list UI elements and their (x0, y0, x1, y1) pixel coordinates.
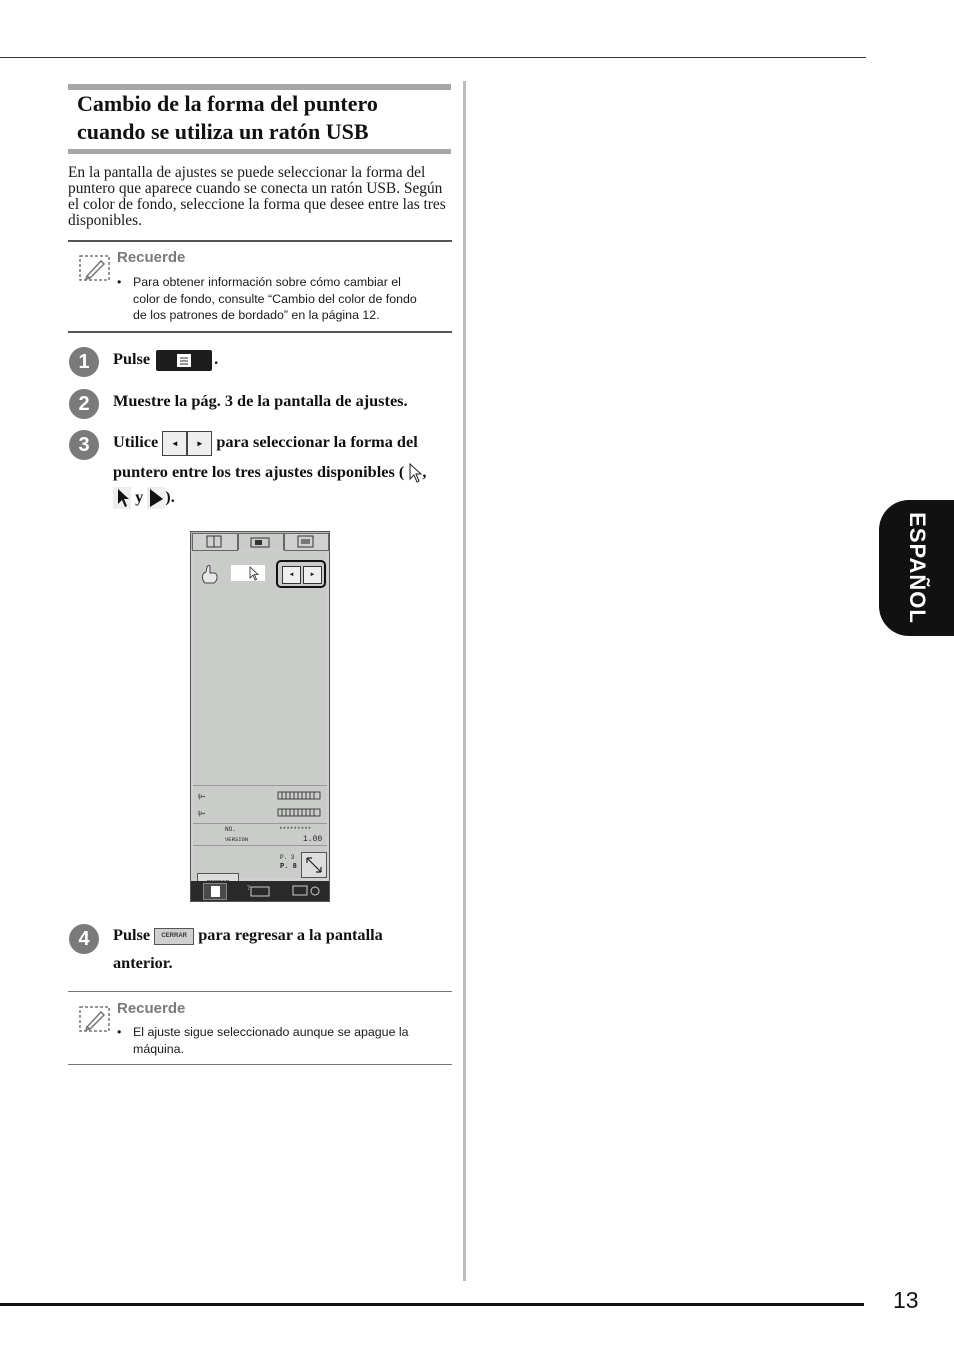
bullet: • (117, 1025, 122, 1039)
white-pointer-icon (231, 565, 265, 581)
note2-line2: máquina. (133, 1041, 184, 1056)
page-indicator-value: P. 8 (280, 863, 297, 871)
memo-pencil-icon (79, 1006, 110, 1032)
step4-post: para regresar a la pantalla (198, 925, 383, 944)
note1-line2: color de fondo, consulte “Cambio del color de fondo (133, 291, 417, 306)
left-arrow-button[interactable]: ◄ (162, 431, 187, 456)
svg-text:ψ↦: ψ↦ (198, 793, 206, 800)
tools-icon (289, 883, 325, 898)
settings-page-icon (204, 884, 226, 899)
step3-line2-text: puntero entre los tres ajustes disponibles ( (113, 462, 405, 481)
screen-footer-bar (191, 881, 329, 901)
screen-tab-1[interactable] (192, 533, 238, 551)
note2-top-rule (68, 991, 452, 992)
page-indicator-label: P. 3 (280, 854, 295, 861)
settings-screen (190, 531, 330, 902)
pointer-preview-field (231, 565, 265, 581)
step4-line1 (113, 925, 383, 945)
screen-tab-3[interactable] (284, 533, 329, 551)
svg-text:?: ? (247, 884, 251, 892)
step1-text (113, 349, 218, 371)
settings-key-button[interactable] (156, 350, 212, 371)
book-icon (193, 534, 237, 550)
black-large-pointer-icon (147, 487, 165, 509)
note1-line1: Para obtener información sobre cómo cambiar el (133, 275, 401, 289)
settings-page-icon (156, 350, 212, 371)
section-title (77, 90, 447, 146)
step4-line2: anterior. (113, 953, 173, 972)
footer-help-button[interactable] (245, 883, 275, 898)
step2-number: 2 (69, 389, 99, 419)
screen-divider (193, 785, 327, 786)
step1-post: . (214, 349, 219, 368)
note2-line1: El ajuste sigue seleccionado aunque se apague la (133, 1025, 409, 1039)
note1-top-rule (68, 240, 452, 242)
step2-text: Muestre la pág. 3 de la pantalla de ajustes. (113, 391, 408, 410)
screen-left-arrow-button[interactable]: ◄ (282, 566, 301, 584)
note2-title: Recuerde (117, 1000, 186, 1017)
note1-bottom-rule (68, 331, 452, 333)
step1-pre: Pulse (113, 349, 151, 368)
screen-divider-3 (193, 845, 327, 846)
top-rule (0, 57, 866, 58)
language-tab (879, 500, 954, 636)
screen-right-arrow-button[interactable]: ► (303, 566, 322, 584)
step3-y: y (135, 487, 144, 506)
step3-close: ). (165, 487, 175, 506)
screen-tab-2[interactable] (238, 533, 284, 550)
screen-body (193, 551, 327, 878)
footer-settings-button[interactable] (203, 883, 227, 900)
column-divider (463, 81, 466, 1281)
step3-number: 3 (69, 430, 99, 460)
screen-resize-button[interactable] (301, 852, 327, 878)
note2-body (117, 1024, 449, 1057)
language-tab-label: ESPAÑOL (904, 512, 930, 624)
machine-help-icon (245, 883, 275, 898)
display-icon (285, 534, 328, 550)
section-title-line1: Cambio de la forma del puntero (77, 91, 378, 116)
counter-bars (197, 790, 327, 820)
close-button-inline[interactable]: CERRAR (154, 928, 194, 945)
step3-pre: Utilice (113, 432, 159, 452)
mouse-hand-icon (199, 565, 221, 585)
note1-line3: de los patrones de bordado” en la página 12. (133, 308, 380, 322)
svg-text:ψ↦: ψ↦ (198, 810, 206, 817)
page-number: 13 (893, 1287, 919, 1313)
step4-number: 4 (69, 924, 99, 954)
screen-divider-2 (193, 823, 327, 824)
screen-tab-bar (191, 532, 329, 550)
step1-number: 1 (69, 347, 99, 377)
intro-paragraph: En la pantalla de ajustes se puede seleccionar la forma del puntero que aparece cuando se conecta un ratón USB. Según el color de fondo, seleccione la forma que desee entre las tres disponibles. (68, 164, 446, 229)
black-pointer-icon (113, 487, 131, 509)
diagonal-arrows-icon (302, 853, 326, 877)
step3-comma: , (422, 462, 427, 481)
version-label: VERSION (225, 836, 249, 843)
right-arrow-button[interactable]: ► (187, 431, 212, 456)
memo-pencil-icon (79, 255, 110, 281)
no-label: NO. (225, 826, 236, 833)
step3-line1 (113, 431, 449, 456)
machine-icon (239, 534, 283, 550)
bottom-rule (0, 1303, 864, 1306)
step3-mid: para seleccionar la forma del (216, 432, 418, 452)
step4-pre: Pulse (113, 925, 151, 944)
step3-line2 (113, 462, 453, 483)
section-title-line2: cuando se utiliza un ratón USB (77, 119, 369, 144)
footer-tools-button[interactable] (289, 883, 325, 898)
arrow-buttons-highlight (276, 560, 326, 588)
version-value: 1.00 (303, 835, 323, 844)
note1-body (117, 274, 449, 324)
step3-line3 (113, 487, 175, 509)
white-pointer-icon (408, 463, 422, 483)
note2-bottom-rule (68, 1064, 452, 1065)
title-bar-bottom (68, 149, 451, 154)
no-value: ********* (279, 826, 312, 833)
note1-title: Recuerde (117, 249, 186, 266)
bullet: • (117, 275, 122, 289)
